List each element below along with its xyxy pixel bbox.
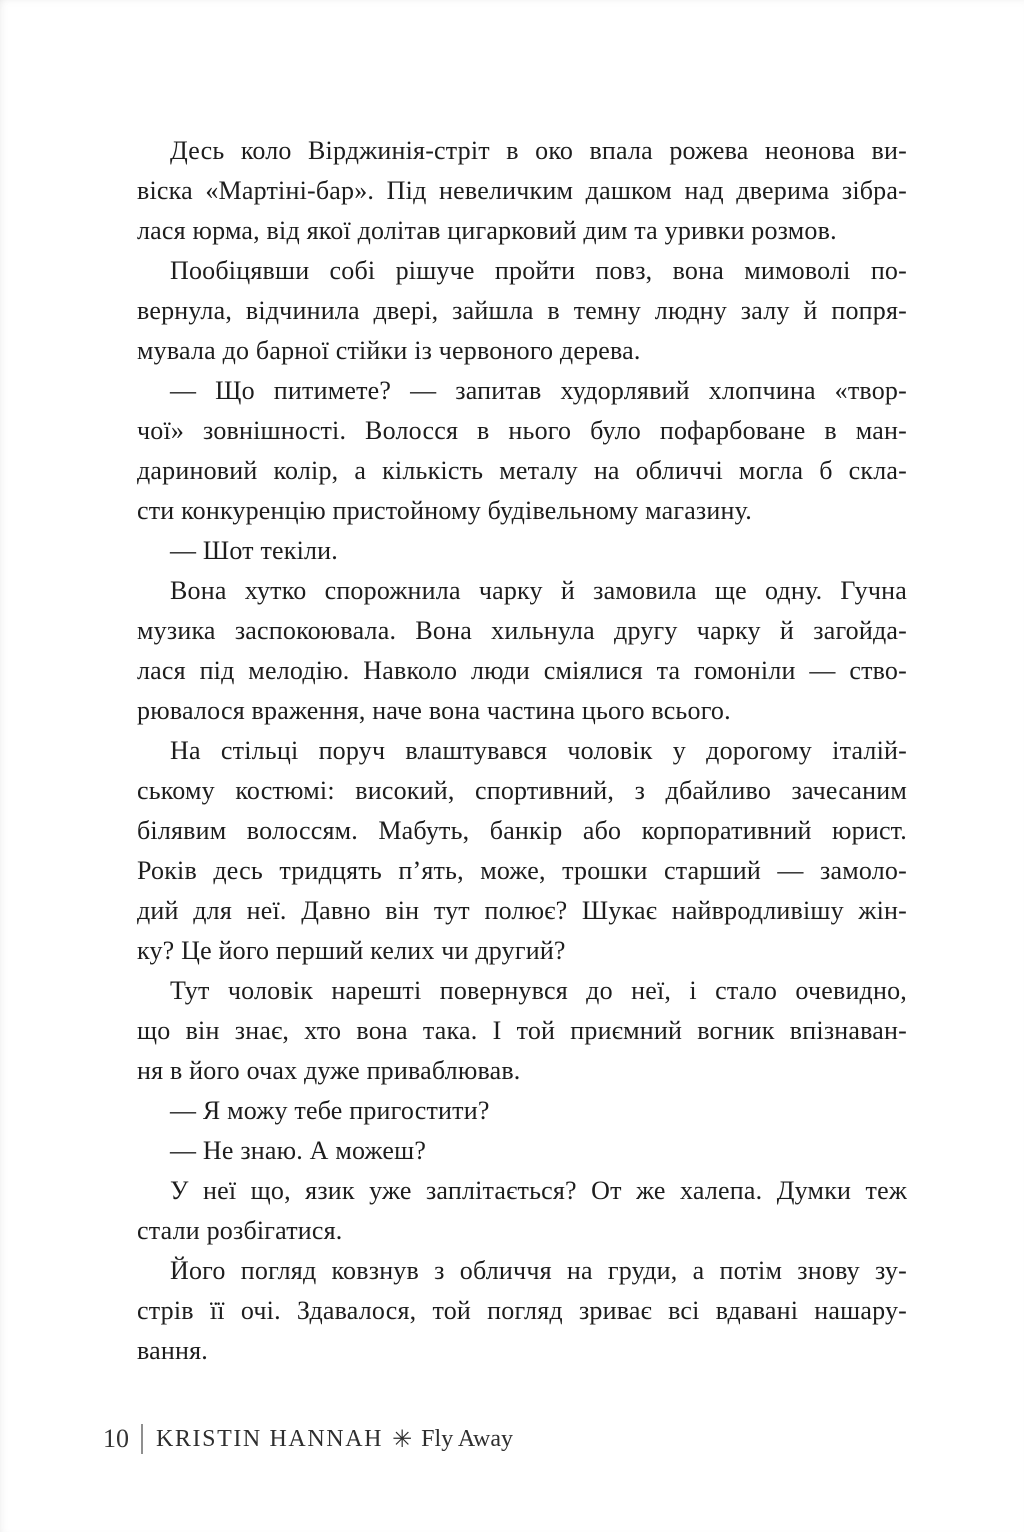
text-line: — Шот текіли. xyxy=(170,536,338,565)
text-line: музика заспокоювала. Вона хильнула другу чарку й загойда- xyxy=(137,616,907,645)
text-line: Десь коло Вірджинія-стріт в око впала рожева неонова ви- xyxy=(170,136,907,165)
text-line: лася юрма, від якої долітав цигарковий дим та уривки розмов. xyxy=(137,216,837,245)
text-line: вернула, відчинила двері, зайшла в темну людну залу й попря- xyxy=(137,296,907,325)
footer-author: KRISTIN HANNAH xyxy=(156,1425,384,1452)
text-line: ському костюмі: високий, спортивний, з дбайливо зачесаним xyxy=(137,776,907,805)
paragraph xyxy=(137,371,907,531)
text-line: вання. xyxy=(137,1336,208,1365)
paragraph xyxy=(137,131,907,251)
footer-book-title: Fly Away xyxy=(421,1425,513,1452)
text-line: білявим волоссям. Мабуть, банкір або корпоративний юрист. xyxy=(137,816,907,845)
paragraph xyxy=(137,731,907,971)
text-line: Тут чоловік нарешті повернувся до неї, і стало очевидно, xyxy=(170,976,907,1005)
text-line: У неї що, язик уже заплітається? От же халепа. Думки теж xyxy=(170,1176,907,1205)
text-line: ня в його очах дуже приваблював. xyxy=(137,1056,521,1085)
page-footer xyxy=(103,1424,513,1454)
paragraph xyxy=(137,1251,907,1371)
text-line: ку? Це його перший келих чи другий? xyxy=(137,936,566,965)
text-line: Років десь тридцять п’ять, може, трошки старший — замоло- xyxy=(137,856,907,885)
text-line: стрів її очі. Здавалося, той погляд зриває всі вдавані нашару- xyxy=(137,1296,907,1325)
text-line: рювалося враження, наче вона частина цього всього. xyxy=(137,696,731,725)
text-line: що він знає, хто вона така. І той приємний вогник впізнаван- xyxy=(137,1016,907,1045)
text-line: Вона хутко спорожнила чарку й замовила ще одну. Гучна xyxy=(170,576,907,605)
text-line: мувала до барної стійки із червоного дерева. xyxy=(137,336,641,365)
page-text xyxy=(137,131,907,1371)
page-number: 10 xyxy=(103,1424,129,1453)
text-line: лася під мелодію. Навколо люди сміялися та гомоніли — ство- xyxy=(137,656,907,685)
text-line: На стільці поруч влаштувався чоловік у дорогому італій- xyxy=(170,736,907,765)
text-line: стали розбігатися. xyxy=(137,1216,343,1245)
text-line: дий для неї. Давно він тут полює? Шукає найвродливішу жін- xyxy=(137,896,907,925)
paragraph xyxy=(137,1091,907,1131)
footer-divider xyxy=(141,1424,143,1454)
text-line: чої» зовнішності. Волосся в нього було пофарбоване в ман- xyxy=(137,416,907,445)
text-line: — Я можу тебе пригостити? xyxy=(170,1096,490,1125)
text-line: Пообіцявши собі рішуче пройти повз, вона мимоволі по- xyxy=(170,256,907,285)
paragraph xyxy=(137,251,907,371)
text-line: — Що питимете? — запитав худорлявий хлопчина «твор- xyxy=(170,376,907,405)
footer-star-icon: ✳ xyxy=(392,1426,413,1453)
paragraph xyxy=(137,531,907,571)
paragraph xyxy=(137,971,907,1091)
paragraph xyxy=(137,571,907,731)
paragraph xyxy=(137,1131,907,1171)
text-line: віска «Мартіні-бар». Під невеличким дашком над дверима зібра- xyxy=(137,176,907,205)
text-line: сти конкуренцію пристойному будівельному магазину. xyxy=(137,496,752,525)
text-line: дариновий колір, а кількість металу на обличчі могла б скла- xyxy=(137,456,907,485)
text-line: Його погляд ковзнув з обличчя на груди, а потім знову зу- xyxy=(170,1256,907,1285)
paragraph xyxy=(137,1171,907,1251)
text-line: — Не знаю. А можеш? xyxy=(170,1136,427,1165)
